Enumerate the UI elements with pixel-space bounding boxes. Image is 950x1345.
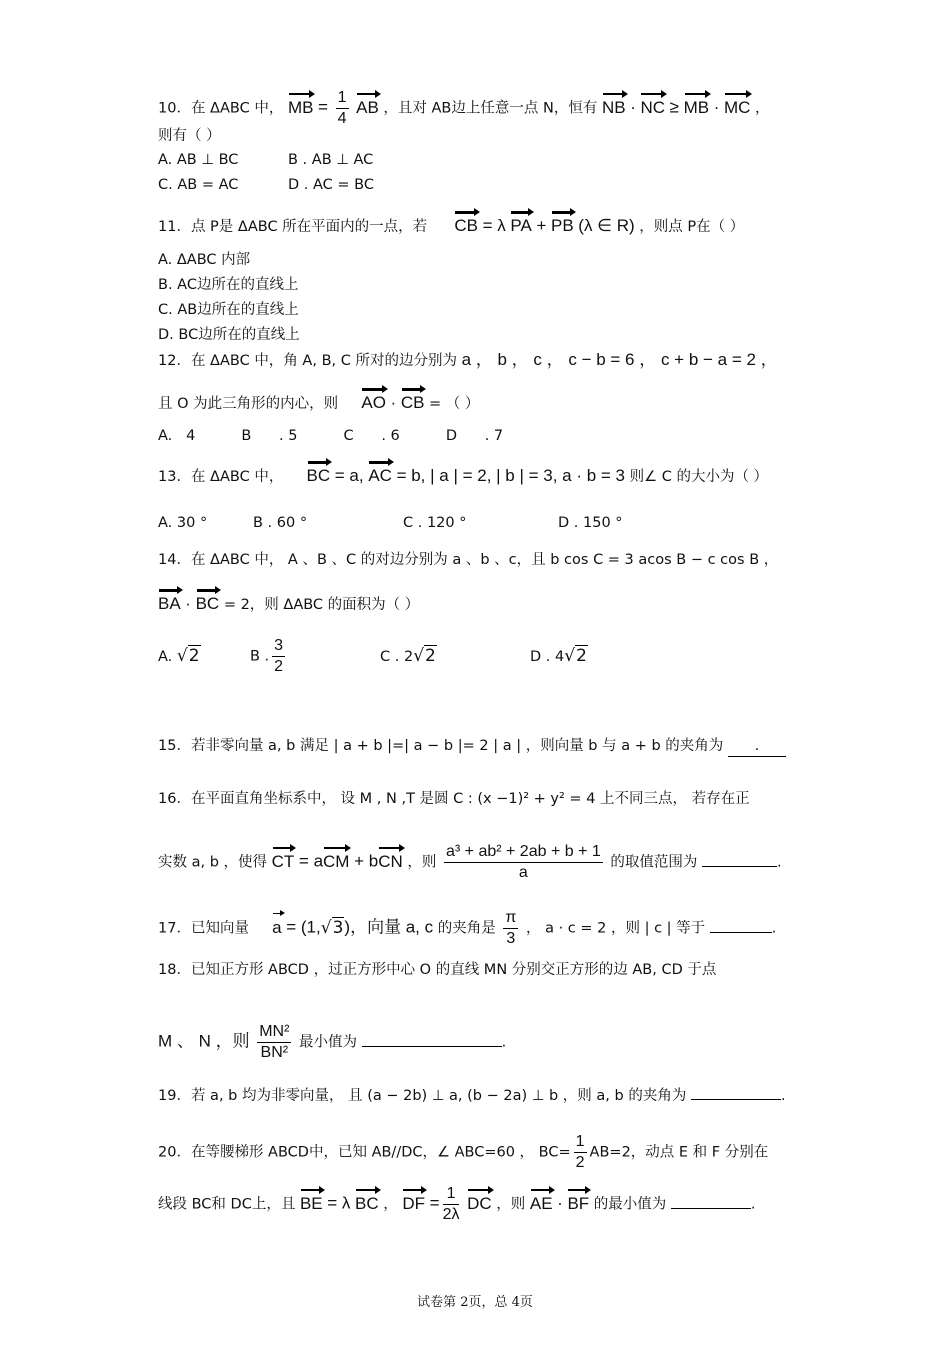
q20-dot: · <box>557 1193 563 1213</box>
q14-option-d: D . 4 <box>530 648 565 665</box>
q15-blank[interactable] <box>728 736 786 757</box>
q20-tail: 的最小值为 <box>593 1196 667 1213</box>
q20-eq: = <box>429 1193 440 1213</box>
q11-line1 <box>158 213 744 237</box>
vector-mb: MB <box>288 95 314 118</box>
q10-option-a: A. AB ⊥ BC <box>158 152 239 168</box>
frac-den: 2λ <box>442 1206 460 1223</box>
frac-num: a³ + ab² + 2ab + b + 1 <box>444 842 603 863</box>
frac-den: 2 <box>575 1154 585 1171</box>
q12-line2: 且 O 为此三角形的内心，则 AO · CB = （ ） <box>158 390 479 414</box>
vector-bc-2: BC <box>196 591 220 614</box>
frac-num: 3 <box>272 636 285 657</box>
q16-tail: 的取值范围为 <box>610 854 698 871</box>
q10-stem: 10．在 ΔABC 中， <box>158 100 284 117</box>
vector-nc: NC <box>640 95 665 118</box>
q17-eq: = (1, <box>286 917 321 937</box>
q17-dot: ， a · c = 2 ，则 | c | 等于 <box>525 920 706 937</box>
q16-line1: 16．在平面直角坐标系中， 设 M , N ,T 是圆 C : (x −1)² + y² = 4 上不同三点， 若存在正 <box>158 791 750 807</box>
vector-bc-3: BC <box>355 1191 379 1214</box>
frac-num: 1 <box>336 88 349 109</box>
q20-lambda: = λ <box>327 1193 351 1213</box>
q20-line1 <box>158 1132 768 1173</box>
q13-eq-a: = a, <box>334 466 369 485</box>
q16-plus-b: + b <box>354 851 379 871</box>
q11-stem: 11．点 P是 ΔABC 所在平面内的一点，若 <box>158 219 428 235</box>
q11-option-a: A. ΔABC 内部 <box>158 252 251 268</box>
q16-fraction <box>444 842 603 883</box>
q17-mid: 的夹角是 <box>437 920 496 937</box>
vector-cn: CN <box>378 849 403 872</box>
frac-den: 4 <box>337 110 347 127</box>
q19-line: 19．若 a, b 均为非零向量， 且 (a − 2b) ⊥ a, (b − 2a) ⊥ b ，则 a, b 的夹角为 . <box>158 1088 786 1104</box>
page-footer: 试卷第 2页，总 4页 <box>417 1295 533 1310</box>
q17-close: )，向量 <box>344 917 402 937</box>
q10-options-ab <box>158 150 373 170</box>
q12-line1 <box>158 350 778 371</box>
q10-options-cd <box>158 175 374 195</box>
vector-cb: CB <box>454 213 478 236</box>
q12-line2-text: 且 O 为此三角形的内心，则 <box>158 396 339 412</box>
frac-num: π <box>503 908 518 929</box>
q10-option-c: C. AB = AC <box>158 177 239 193</box>
q20-then: ，则 <box>496 1196 526 1213</box>
frac-num: 1 <box>574 1132 587 1153</box>
q20-line1-a: 20．在等腰梯形 ABCD中，已知 AB//DC，∠ ABC=60 ， BC= <box>158 1144 571 1161</box>
q11-condition: (λ ∈ R) <box>578 216 635 235</box>
q16-eq-a: = a <box>298 851 324 871</box>
vector-ac: AC <box>368 463 392 486</box>
sqrt-radicand: 3 <box>332 917 344 938</box>
q18-tail: 最小值为 <box>299 1034 358 1051</box>
q14-eq: = 2，则 ΔABC 的面积为（ ） <box>223 597 420 613</box>
q19-blank[interactable] <box>691 1099 781 1100</box>
q11-tail: ，则点 P在（ ） <box>639 219 745 235</box>
q14-options <box>158 636 588 677</box>
vector-bc: BC <box>307 463 331 486</box>
q14-line2: BA · BC = 2，则 ΔABC 的面积为（ ） <box>158 591 419 615</box>
q16-then: ，则 <box>407 854 437 871</box>
q10-option-d: D . AC = BC <box>288 177 374 193</box>
vector-cm: CM <box>323 849 349 872</box>
q13-stem: 13．在 ΔABC 中， <box>158 469 284 485</box>
q15-text: 15．若非零向量 a, b 满足 | a + b |=| a − b |= 2 | a | ，则向量 b 与 a + b 的夹角为 <box>158 738 724 754</box>
vectors-a-c: a, c <box>405 917 434 937</box>
vector-be: BE <box>300 1191 323 1214</box>
vector-ao: AO <box>361 390 386 413</box>
q14-option-a: A. <box>158 648 173 665</box>
q20-fraction-half <box>574 1132 587 1173</box>
q18-mn: M 、 N ，则 <box>158 1031 250 1051</box>
q11-option-d: D. BC边所在的直线上 <box>158 327 300 343</box>
q13-options <box>158 513 623 533</box>
q16-blank[interactable] <box>702 866 777 867</box>
sqrt-symbol: √2 <box>413 645 436 666</box>
vector-mb-2: MB <box>684 95 710 118</box>
q12-options: A. 4 B . 5 C . 6 D . 7 <box>158 428 504 444</box>
q18-fraction <box>257 1022 291 1063</box>
q20-line2: 线段 BC和 DC上，且 BE = λ BC ， DF = $\frac{1}{2\lambda}$ DC ，则 AE · BF 的最小值为 . <box>158 1185 756 1223</box>
sqrt-radicand: 2 <box>576 645 587 666</box>
q13-option-c: C . 120 ° <box>403 515 467 531</box>
frac-num: MN² <box>257 1022 291 1043</box>
q18-line2: M 、 N ，则 $\frac{\text{MN²}}{\text{BN²}}$ 最小值为 . <box>158 1023 507 1061</box>
q16-line2-text: 实数 a, b ，使得 <box>158 854 268 871</box>
q20-line1-b: AB=2，动点 E 和 F 分别在 <box>589 1144 769 1161</box>
q15-line <box>158 736 786 757</box>
q17-blank[interactable] <box>710 932 772 933</box>
q12-sides: a ， b ， c ， c − b = 6 ， c + b − a = 2 ， <box>461 350 778 369</box>
q14-stem: 14．在 ΔABC 中， A 、B 、C 的对边分别为 a 、b 、c，且 b cos C = 3 acos B − c cos B ， <box>158 552 779 568</box>
vector-ba: BA <box>158 591 181 614</box>
frac-den: 2 <box>274 658 284 675</box>
vector-pa: PA <box>510 213 531 236</box>
vector-df: DF <box>402 1191 425 1214</box>
q10-mid: ，且对 AB边上任意一点 N，恒有 <box>383 100 598 117</box>
vector-ab: AB <box>356 95 379 118</box>
q14-option-b: B . <box>250 648 270 665</box>
q14-option-c: C . 2 <box>380 648 414 665</box>
q10-option-b: B . AB ⊥ AC <box>288 152 374 168</box>
vector-pb: PB <box>551 213 574 236</box>
q20-line2-text: 线段 BC和 DC上，且 <box>158 1196 296 1213</box>
q10-line1: 10．在 ΔABC 中， MB = $\frac{1}{4}$ AB ，且对 AB边上任意一点 N，恒有 NB · NC ≥ MB · MC ， <box>158 89 770 127</box>
q20-fraction <box>443 1184 460 1225</box>
q15-blank-dot: . <box>754 738 760 754</box>
vector-cb-2: CB <box>401 390 425 413</box>
q14-option-b-fraction <box>272 636 285 677</box>
q13-tail: 则∠ C 的大小为（ ） <box>629 469 769 485</box>
q17-fraction <box>503 908 518 949</box>
q17-line: 17．已知向量 a = (1,√3)，向量 a, c 的夹角是 $\frac{\pi}{3}$ ， a · c = 2 ，则 | c | 等于 . <box>158 909 777 947</box>
frac-den: a <box>518 864 528 881</box>
vector-ct: CT <box>272 849 295 872</box>
sqrt-symbol: √2 <box>176 645 200 666</box>
q13-line1 <box>158 463 768 487</box>
vector-bf: BF <box>567 1191 589 1214</box>
q20-blank[interactable] <box>671 1208 751 1209</box>
frac-num: 1 <box>443 1184 460 1205</box>
sqrt-radicand: 2 <box>188 645 200 666</box>
frac-den: BN² <box>260 1044 289 1061</box>
vector-ae: AE <box>530 1191 553 1214</box>
q11-lambda: = λ <box>482 216 506 235</box>
q17-stem: 17．已知向量 <box>158 920 249 937</box>
q13-eq-b: = b, | a | = 2, | b | = 3, a · b = 3 <box>396 466 625 485</box>
sqrt-radicand: 2 <box>425 645 436 666</box>
sqrt-symbol: √2 <box>564 645 587 666</box>
q10-fraction <box>336 88 349 129</box>
q13-option-a: A. 30 ° <box>158 515 208 531</box>
vector-mc: MC <box>724 95 750 118</box>
q12-eq: = （ ） <box>429 396 480 412</box>
frac-den: 3 <box>506 930 516 947</box>
q11-option-c: C. AB边所在的直线上 <box>158 302 299 318</box>
q16-line2: 实数 a, b ，使得 CT = aCM + bCN ，则 $\frac{\text{a³ + ab² + 2ab + b + 1}}{a}$ 的取值范围为 . <box>158 843 782 881</box>
q10-line2: 则有（ ） <box>158 128 221 144</box>
q18-line1: 18．已知正方形 ABCD ，过正方形中心 O 的直线 MN 分别交正方形的边 AB, CD 于点 <box>158 962 717 978</box>
q12-stem: 12．在 ΔABC 中，角 A, B, C 所对的边分别为 <box>158 353 457 369</box>
q19-text: 19．若 a, b 均为非零向量， 且 (a − 2b) ⊥ a, (b − 2a) ⊥ b ，则 a, b 的夹角为 <box>158 1088 687 1104</box>
q11-plus: + <box>536 216 547 235</box>
vector-dc: DC <box>467 1191 492 1214</box>
q13-option-d: D . 150 ° <box>558 515 623 531</box>
q18-blank[interactable] <box>362 1046 502 1047</box>
sqrt-symbol: √3 <box>320 917 344 938</box>
vector-a: a <box>272 917 282 937</box>
q13-option-b: B . 60 ° <box>253 515 308 531</box>
q11-option-b: B. AC边所在的直线上 <box>158 277 299 293</box>
vector-nb: NB <box>602 95 626 118</box>
